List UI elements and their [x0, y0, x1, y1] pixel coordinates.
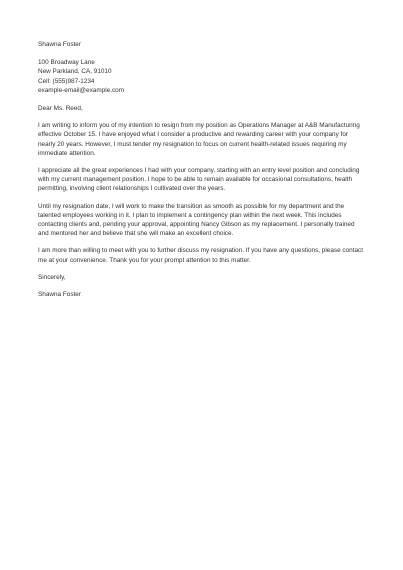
body-paragraph-3: Until my resignation date, I will work to make the transition as smooth as possible for my department and the talented employees working in it. I plan to implement a contingency plan within the next week. This includes contacting clients and, pending your approval, appointing Nancy Gibson as my replacement. I personally trained and mentored her and believe that she will make an excellent choice. — [38, 202, 355, 238]
sender-name: Shawna Foster — [38, 41, 81, 48]
body-paragraph-2: I appreciate all the great experiences I had with your company, starting with an entry level position and concluding with my current management position. I hope to be able to remain available for occasional consultations, health permitting, involving client relationships I cultivated over the years. — [38, 167, 360, 193]
body-paragraph-1: I am writing to inform you of my intention to resign from my position as Operations Manager at A&B Manufacturing effective October 15. I have enjoyed what I consider a productive and rewarding career with your company for nearly 20 years. However, I must tender my resignation to focus on current health-related issues requiring my immediate attention. — [38, 122, 360, 157]
salutation: Dear Ms. Reed, — [38, 105, 83, 113]
resignation-letter — [38, 40, 366, 299]
address-email: example-email@example.com — [38, 86, 125, 94]
address-street: 100 Broadway Lane — [38, 59, 95, 67]
signature-name: Shawna Foster — [38, 291, 81, 299]
sender-address-block — [38, 58, 366, 95]
address-cell: Cell: (555)987-1234 — [38, 77, 95, 85]
closing: Sincerely, — [38, 273, 66, 281]
address-city: New Parkland, CA, 91010 — [38, 68, 112, 76]
body-paragraph-4: I am more than willing to meet with you to further discuss my resignation. If you have any questions, please contact me at your convenience. Thank you for your prompt attention to this matter. — [38, 247, 364, 264]
